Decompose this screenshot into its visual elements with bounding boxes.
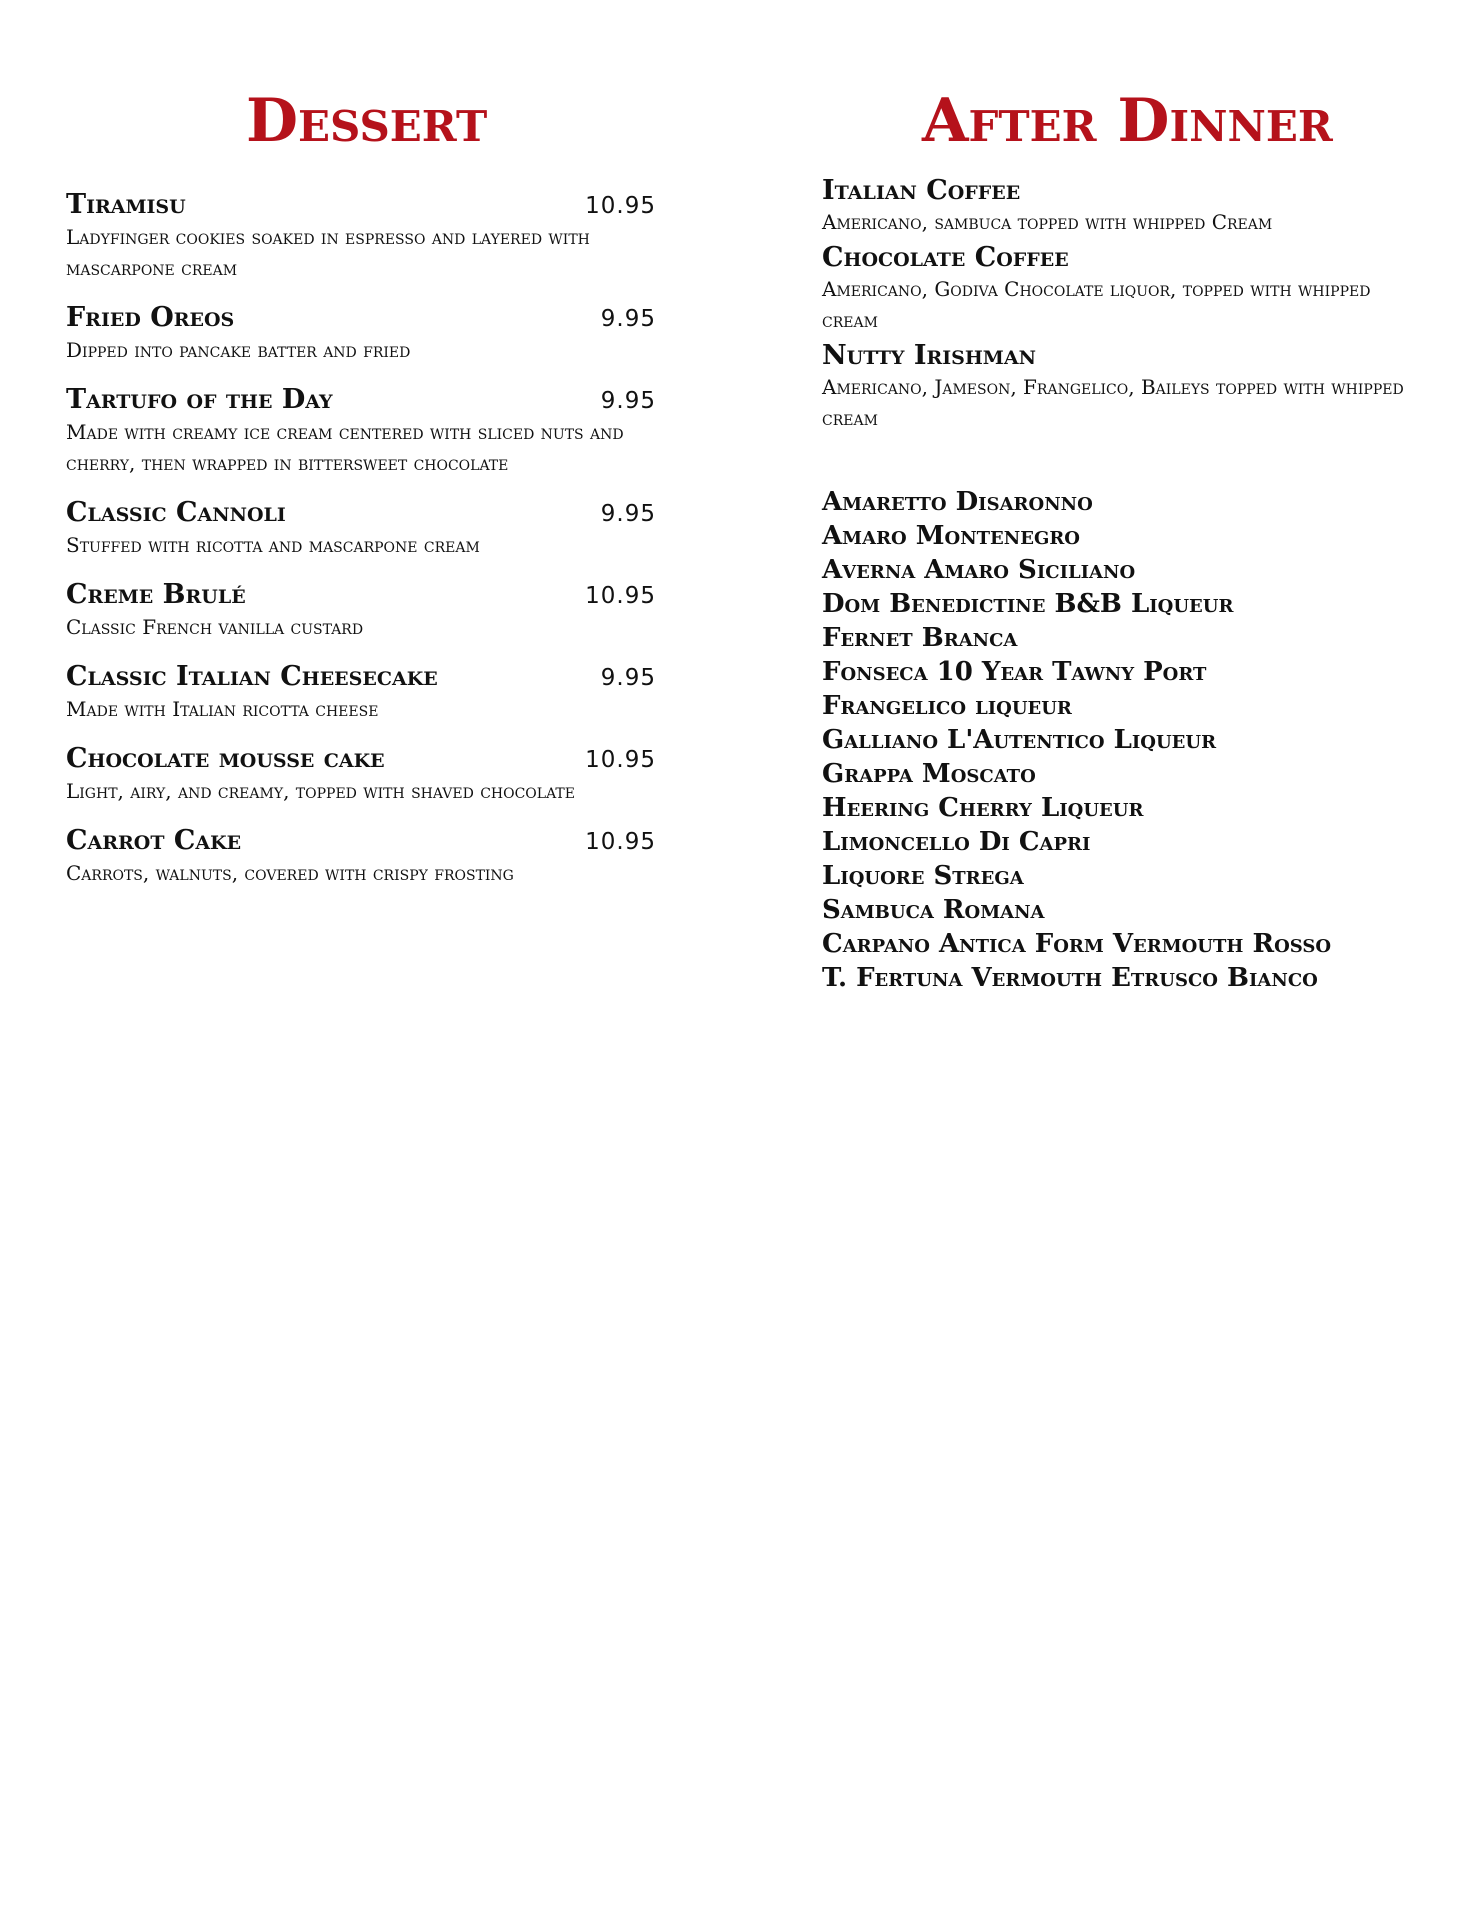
item-price: 9.95 [600,388,656,414]
menu-item [66,189,656,284]
dessert-list [66,189,656,907]
item-description: Light, airy, and creamy, topped with shaved chocolate [66,779,575,803]
coffee-item [822,242,1462,336]
liqueur-item: Galliano L'Autentico Liqueur [822,725,1217,755]
coffee-list [822,175,1462,438]
liqueur-item: Fonseca 10 Year Tawny Port [822,657,1207,687]
liqueur-list [822,485,1462,995]
menu-item [66,661,656,725]
item-price: 10.95 [585,829,656,855]
item-price: 10.95 [585,747,656,773]
item-name: Tartufo of the Day [66,384,333,415]
menu-item [66,497,656,561]
item-price: 9.95 [600,665,656,691]
item-name: Carrot Cake [66,825,242,856]
liqueur-item: Frangelico liqueur [822,691,1072,721]
menu-item [66,384,656,479]
liqueur-item: Limoncello Di Capri [822,827,1091,857]
liqueur-item: Dom Benedictine B&B Liqueur [822,589,1234,619]
coffee-item [822,175,1462,238]
liqueur-item: T. Fertuna Vermouth Etrusco Bianco [822,963,1318,993]
item-price: 9.95 [600,501,656,527]
coffee-name: Chocolate Coffee [822,242,1069,273]
item-description: Made with creamy ice cream centered with sliced nuts and cherry, then wrapped in bittersweet chocolate [66,420,624,475]
item-description: Classic French vanilla custard [66,615,364,639]
item-name: Classic Cannoli [66,497,286,528]
coffee-description: Americano, Godiva Chocolate liquor, topped with whipped cream [822,277,1371,332]
item-description: Stuffed with ricotta and mascarpone cream [66,533,480,557]
liqueur-item: Fernet Branca [822,623,1018,653]
menu-item [66,579,656,643]
liqueur-item: Heering Cherry Liqueur [822,793,1144,823]
after-dinner-title: After Dinner [922,86,1333,156]
item-name: Tiramisu [66,189,186,220]
item-name: Fried Oreos [66,302,235,333]
liqueur-item: Grappa Moscato [822,759,1036,789]
item-price: 10.95 [585,193,656,219]
menu-item [66,825,656,889]
item-description: Ladyfinger cookies soaked in espresso and layered with mascarpone cream [66,225,590,280]
item-description: Made with Italian ricotta cheese [66,697,379,721]
coffee-name: Nutty Irishman [822,340,1036,371]
liqueur-item: Sambuca Romana [822,895,1045,925]
liqueur-item: Amaro Montenegro [822,521,1080,551]
item-price: 10.95 [585,583,656,609]
menu-item [66,302,656,366]
item-description: Dipped into pancake batter and fried [66,338,411,362]
liqueur-item: Liquore Strega [822,861,1024,891]
item-price: 9.95 [600,306,656,332]
coffee-description: Americano, sambuca topped with whipped Cream [822,210,1273,234]
dessert-title: Dessert [246,86,488,156]
liqueur-item: Carpano Antica Form Vermouth Rosso [822,929,1332,959]
menu-item [66,743,656,807]
coffee-name: Italian Coffee [822,175,1021,206]
item-name: Chocolate mousse cake [66,743,385,774]
coffee-description: Americano, Jameson, Frangelico, Baileys topped with whipped cream [822,375,1404,430]
item-name: Creme Brulé [66,579,246,610]
liqueur-item: Amaretto Disaronno [822,487,1093,517]
item-name: Classic Italian Cheesecake [66,661,438,692]
item-description: Carrots, walnuts, covered with crispy frosting [66,861,514,885]
liqueur-item: Averna Amaro Siciliano [822,555,1136,585]
coffee-item [822,340,1462,434]
